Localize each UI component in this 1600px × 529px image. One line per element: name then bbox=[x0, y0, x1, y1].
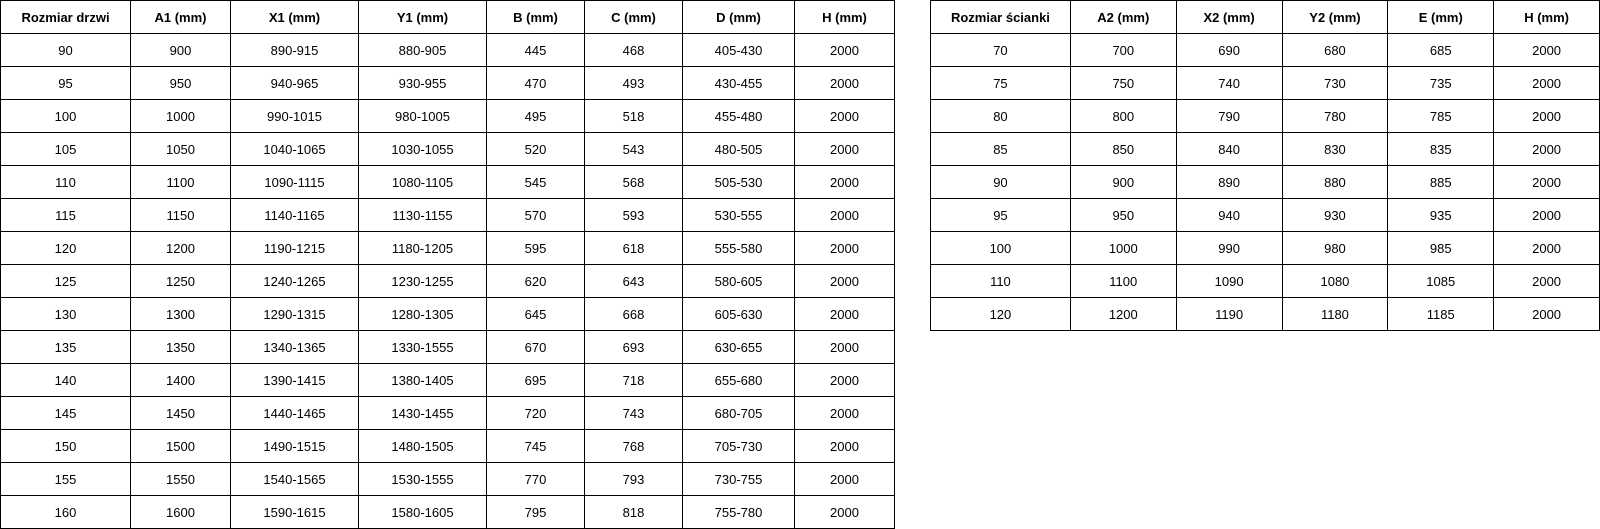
table-cell: 2000 bbox=[795, 364, 895, 397]
table-cell: 700 bbox=[1070, 34, 1176, 67]
walls-table-container bbox=[930, 0, 1600, 331]
table-row bbox=[1, 364, 895, 397]
table-cell: 90 bbox=[931, 166, 1071, 199]
table-cell: 2000 bbox=[795, 133, 895, 166]
table-cell: 793 bbox=[585, 463, 683, 496]
table-cell: 1580-1605 bbox=[359, 496, 487, 529]
table-row bbox=[931, 166, 1600, 199]
table-cell: 1080 bbox=[1282, 265, 1388, 298]
table-cell: 555-580 bbox=[683, 232, 795, 265]
column-header: D (mm) bbox=[683, 1, 795, 34]
table-cell: 100 bbox=[1, 100, 131, 133]
table-cell: 1540-1565 bbox=[231, 463, 359, 496]
table-cell: 1340-1365 bbox=[231, 331, 359, 364]
table-cell: 730 bbox=[1282, 67, 1388, 100]
table-cell: 655-680 bbox=[683, 364, 795, 397]
table-cell: 730-755 bbox=[683, 463, 795, 496]
table-cell: 530-555 bbox=[683, 199, 795, 232]
table-row bbox=[1, 34, 895, 67]
table-cell: 1390-1415 bbox=[231, 364, 359, 397]
table-row bbox=[1, 67, 895, 100]
table-cell: 120 bbox=[1, 232, 131, 265]
table-cell: 80 bbox=[931, 100, 1071, 133]
doors-table-body bbox=[1, 34, 895, 529]
table-cell: 505-530 bbox=[683, 166, 795, 199]
table-cell: 2000 bbox=[1494, 232, 1600, 265]
table-cell: 930 bbox=[1282, 199, 1388, 232]
table-cell: 1030-1055 bbox=[359, 133, 487, 166]
table-cell: 130 bbox=[1, 298, 131, 331]
table-cell: 543 bbox=[585, 133, 683, 166]
table-cell: 885 bbox=[1388, 166, 1494, 199]
table-cell: 1130-1155 bbox=[359, 199, 487, 232]
table-cell: 2000 bbox=[795, 331, 895, 364]
walls-table-body bbox=[931, 34, 1600, 331]
table-cell: 75 bbox=[931, 67, 1071, 100]
table-cell: 445 bbox=[487, 34, 585, 67]
table-cell: 2000 bbox=[795, 34, 895, 67]
table-cell: 795 bbox=[487, 496, 585, 529]
table-cell: 900 bbox=[1070, 166, 1176, 199]
table-cell: 1000 bbox=[1070, 232, 1176, 265]
table-row bbox=[1, 430, 895, 463]
table-cell: 2000 bbox=[795, 463, 895, 496]
table-row bbox=[931, 232, 1600, 265]
table-cell: 990 bbox=[1176, 232, 1282, 265]
table-cell: 2000 bbox=[1494, 199, 1600, 232]
table-cell: 755-780 bbox=[683, 496, 795, 529]
table-cell: 990-1015 bbox=[231, 100, 359, 133]
table-cell: 2000 bbox=[795, 100, 895, 133]
table-cell: 2000 bbox=[795, 199, 895, 232]
column-header: Rozmiar ścianki bbox=[931, 1, 1071, 34]
table-cell: 940-965 bbox=[231, 67, 359, 100]
table-cell: 743 bbox=[585, 397, 683, 430]
column-header: Rozmiar drzwi bbox=[1, 1, 131, 34]
table-cell: 980 bbox=[1282, 232, 1388, 265]
table-cell: 830 bbox=[1282, 133, 1388, 166]
table-cell: 818 bbox=[585, 496, 683, 529]
table-cell: 695 bbox=[487, 364, 585, 397]
table-cell: 2000 bbox=[1494, 133, 1600, 166]
column-header: X2 (mm) bbox=[1176, 1, 1282, 34]
table-cell: 2000 bbox=[795, 298, 895, 331]
table-row bbox=[1, 496, 895, 529]
table-cell: 125 bbox=[1, 265, 131, 298]
table-row bbox=[931, 34, 1600, 67]
table-cell: 1090 bbox=[1176, 265, 1282, 298]
table-cell: 140 bbox=[1, 364, 131, 397]
table-cell: 718 bbox=[585, 364, 683, 397]
table-cell: 880 bbox=[1282, 166, 1388, 199]
table-cell: 160 bbox=[1, 496, 131, 529]
table-cell: 1440-1465 bbox=[231, 397, 359, 430]
table-cell: 1080-1105 bbox=[359, 166, 487, 199]
walls-table-head bbox=[931, 1, 1600, 34]
table-cell: 480-505 bbox=[683, 133, 795, 166]
column-header: E (mm) bbox=[1388, 1, 1494, 34]
table-cell: 593 bbox=[585, 199, 683, 232]
table-row bbox=[931, 133, 1600, 166]
table-cell: 1185 bbox=[1388, 298, 1494, 331]
table-header-row bbox=[1, 1, 895, 34]
table-cell: 570 bbox=[487, 199, 585, 232]
table-cell: 135 bbox=[1, 331, 131, 364]
table-cell: 2000 bbox=[1494, 100, 1600, 133]
table-cell: 768 bbox=[585, 430, 683, 463]
table-cell: 950 bbox=[131, 67, 231, 100]
table-cell: 605-630 bbox=[683, 298, 795, 331]
table-cell: 770 bbox=[487, 463, 585, 496]
table-cell: 780 bbox=[1282, 100, 1388, 133]
table-cell: 70 bbox=[931, 34, 1071, 67]
table-header-row bbox=[931, 1, 1600, 34]
table-row bbox=[931, 199, 1600, 232]
table-cell: 800 bbox=[1070, 100, 1176, 133]
table-cell: 900 bbox=[131, 34, 231, 67]
table-cell: 985 bbox=[1388, 232, 1494, 265]
table-cell: 840 bbox=[1176, 133, 1282, 166]
table-cell: 618 bbox=[585, 232, 683, 265]
table-cell: 720 bbox=[487, 397, 585, 430]
table-cell: 2000 bbox=[795, 265, 895, 298]
table-cell: 1180-1205 bbox=[359, 232, 487, 265]
table-cell: 470 bbox=[487, 67, 585, 100]
table-cell: 430-455 bbox=[683, 67, 795, 100]
table-cell: 790 bbox=[1176, 100, 1282, 133]
table-cell: 1100 bbox=[1070, 265, 1176, 298]
table-cell: 735 bbox=[1388, 67, 1494, 100]
table-cell: 1530-1555 bbox=[359, 463, 487, 496]
table-cell: 620 bbox=[487, 265, 585, 298]
table-cell: 2000 bbox=[1494, 166, 1600, 199]
table-cell: 980-1005 bbox=[359, 100, 487, 133]
table-cell: 1300 bbox=[131, 298, 231, 331]
table-row bbox=[1, 463, 895, 496]
table-row bbox=[1, 199, 895, 232]
table-cell: 1400 bbox=[131, 364, 231, 397]
table-cell: 1190-1215 bbox=[231, 232, 359, 265]
table-cell: 95 bbox=[1, 67, 131, 100]
table-cell: 2000 bbox=[1494, 67, 1600, 100]
table-cell: 950 bbox=[1070, 199, 1176, 232]
table-cell: 2000 bbox=[795, 496, 895, 529]
table-row bbox=[1, 265, 895, 298]
table-row bbox=[931, 298, 1600, 331]
table-cell: 1000 bbox=[131, 100, 231, 133]
table-cell: 1290-1315 bbox=[231, 298, 359, 331]
table-row bbox=[931, 265, 1600, 298]
table-cell: 1200 bbox=[1070, 298, 1176, 331]
table-cell: 1600 bbox=[131, 496, 231, 529]
table-cell: 595 bbox=[487, 232, 585, 265]
table-cell: 1085 bbox=[1388, 265, 1494, 298]
column-header: H (mm) bbox=[1494, 1, 1600, 34]
table-cell: 405-430 bbox=[683, 34, 795, 67]
table-cell: 1500 bbox=[131, 430, 231, 463]
table-cell: 1190 bbox=[1176, 298, 1282, 331]
table-cell: 100 bbox=[931, 232, 1071, 265]
table-cell: 1490-1515 bbox=[231, 430, 359, 463]
table-cell: 850 bbox=[1070, 133, 1176, 166]
table-cell: 940 bbox=[1176, 199, 1282, 232]
table-cell: 705-730 bbox=[683, 430, 795, 463]
table-cell: 1150 bbox=[131, 199, 231, 232]
column-header: B (mm) bbox=[487, 1, 585, 34]
table-cell: 150 bbox=[1, 430, 131, 463]
table-cell: 2000 bbox=[795, 430, 895, 463]
table-cell: 670 bbox=[487, 331, 585, 364]
table-row bbox=[1, 397, 895, 430]
table-cell: 85 bbox=[931, 133, 1071, 166]
table-cell: 2000 bbox=[1494, 298, 1600, 331]
table-cell: 750 bbox=[1070, 67, 1176, 100]
table-cell: 680 bbox=[1282, 34, 1388, 67]
table-cell: 110 bbox=[1, 166, 131, 199]
walls-dimensions-table bbox=[930, 0, 1600, 331]
table-row bbox=[931, 67, 1600, 100]
table-cell: 520 bbox=[487, 133, 585, 166]
table-cell: 1040-1065 bbox=[231, 133, 359, 166]
table-cell: 105 bbox=[1, 133, 131, 166]
table-cell: 1350 bbox=[131, 331, 231, 364]
table-cell: 2000 bbox=[795, 166, 895, 199]
table-cell: 1450 bbox=[131, 397, 231, 430]
table-cell: 935 bbox=[1388, 199, 1494, 232]
table-cell: 493 bbox=[585, 67, 683, 100]
table-cell: 2000 bbox=[795, 232, 895, 265]
table-row bbox=[1, 298, 895, 331]
table-cell: 1100 bbox=[131, 166, 231, 199]
column-header: C (mm) bbox=[585, 1, 683, 34]
table-cell: 1590-1615 bbox=[231, 496, 359, 529]
table-cell: 1430-1455 bbox=[359, 397, 487, 430]
table-cell: 1180 bbox=[1282, 298, 1388, 331]
column-header: Y1 (mm) bbox=[359, 1, 487, 34]
table-cell: 155 bbox=[1, 463, 131, 496]
table-cell: 145 bbox=[1, 397, 131, 430]
table-cell: 468 bbox=[585, 34, 683, 67]
table-cell: 690 bbox=[1176, 34, 1282, 67]
table-cell: 1480-1505 bbox=[359, 430, 487, 463]
column-header: A2 (mm) bbox=[1070, 1, 1176, 34]
table-cell: 630-655 bbox=[683, 331, 795, 364]
table-row bbox=[1, 331, 895, 364]
table-cell: 495 bbox=[487, 100, 585, 133]
table-cell: 90 bbox=[1, 34, 131, 67]
table-cell: 1140-1165 bbox=[231, 199, 359, 232]
table-cell: 568 bbox=[585, 166, 683, 199]
table-cell: 643 bbox=[585, 265, 683, 298]
table-cell: 693 bbox=[585, 331, 683, 364]
table-cell: 835 bbox=[1388, 133, 1494, 166]
table-cell: 1230-1255 bbox=[359, 265, 487, 298]
table-cell: 1380-1405 bbox=[359, 364, 487, 397]
table-cell: 580-605 bbox=[683, 265, 795, 298]
table-row bbox=[1, 166, 895, 199]
column-header: Y2 (mm) bbox=[1282, 1, 1388, 34]
table-cell: 2000 bbox=[795, 67, 895, 100]
table-row bbox=[1, 232, 895, 265]
table-cell: 740 bbox=[1176, 67, 1282, 100]
table-cell: 890 bbox=[1176, 166, 1282, 199]
table-cell: 680-705 bbox=[683, 397, 795, 430]
table-cell: 2000 bbox=[1494, 265, 1600, 298]
table-cell: 785 bbox=[1388, 100, 1494, 133]
table-cell: 1050 bbox=[131, 133, 231, 166]
column-header: X1 (mm) bbox=[231, 1, 359, 34]
table-cell: 685 bbox=[1388, 34, 1494, 67]
table-cell: 1330-1555 bbox=[359, 331, 487, 364]
table-cell: 545 bbox=[487, 166, 585, 199]
table-cell: 1550 bbox=[131, 463, 231, 496]
table-cell: 518 bbox=[585, 100, 683, 133]
table-cell: 455-480 bbox=[683, 100, 795, 133]
table-cell: 668 bbox=[585, 298, 683, 331]
table-cell: 1250 bbox=[131, 265, 231, 298]
column-header: H (mm) bbox=[795, 1, 895, 34]
table-cell: 115 bbox=[1, 199, 131, 232]
table-cell: 890-915 bbox=[231, 34, 359, 67]
table-row bbox=[931, 100, 1600, 133]
table-cell: 95 bbox=[931, 199, 1071, 232]
table-cell: 1200 bbox=[131, 232, 231, 265]
table-cell: 645 bbox=[487, 298, 585, 331]
table-cell: 930-955 bbox=[359, 67, 487, 100]
table-cell: 1090-1115 bbox=[231, 166, 359, 199]
table-cell: 2000 bbox=[1494, 34, 1600, 67]
doors-table-head bbox=[1, 1, 895, 34]
table-cell: 1280-1305 bbox=[359, 298, 487, 331]
table-cell: 1240-1265 bbox=[231, 265, 359, 298]
column-header: A1 (mm) bbox=[131, 1, 231, 34]
table-cell: 110 bbox=[931, 265, 1071, 298]
table-cell: 120 bbox=[931, 298, 1071, 331]
table-row bbox=[1, 100, 895, 133]
table-cell: 880-905 bbox=[359, 34, 487, 67]
table-cell: 745 bbox=[487, 430, 585, 463]
table-cell: 2000 bbox=[795, 397, 895, 430]
table-row bbox=[1, 133, 895, 166]
